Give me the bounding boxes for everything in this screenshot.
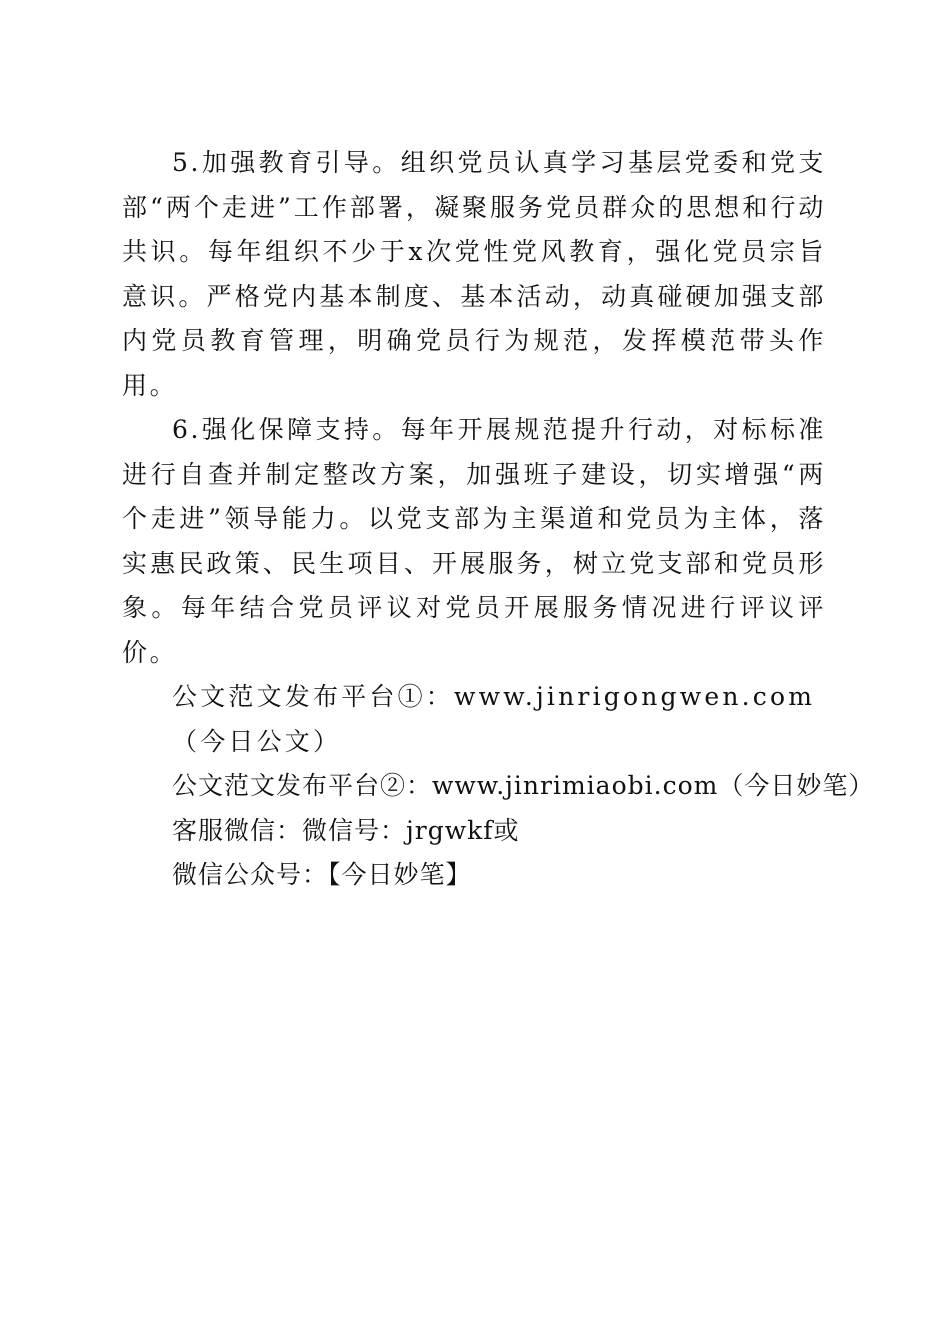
footer-platform-1: 公文范文发布平台①：www.jinrigongwen.com（今日公文） — [172, 682, 816, 756]
footer-official-account: 微信公众号：【今日妙笔】 — [172, 860, 472, 889]
paragraph-support-guarantee: 6.强化保障支持。每年开展规范提升行动，对标标准进行自查并制定整改方案，加强班子建设，切实增强“两个走进”领导能力。以党支部为主渠道和党员为主体，落实惠民政策、民生项目、开展服务，树立党支部和党员形象。每年结合党员评议对党员开展服务情况进行评议评价。 — [122, 415, 826, 667]
footer-platform-2: 公文范文发布平台②：www.jinrimiaobi.com（今日妙笔） — [172, 771, 875, 800]
footer-service-wechat: 客服微信：微信号：jrgwkf或 — [172, 815, 520, 845]
paragraph-education-guidance: 5.加强教育引导。组织党员认真学习基层党委和党支部“两个走进”工作部署，凝聚服务党员群众的思想和行动共识。每年组织不少于x次党性党风教育，强化党员宗旨意识。严格党内基本制度、基本活动，动真碰硬加强支部内党员教育管理，明确党员行为规范，发挥模范带头作用。 — [122, 148, 826, 400]
document-body — [122, 141, 875, 898]
